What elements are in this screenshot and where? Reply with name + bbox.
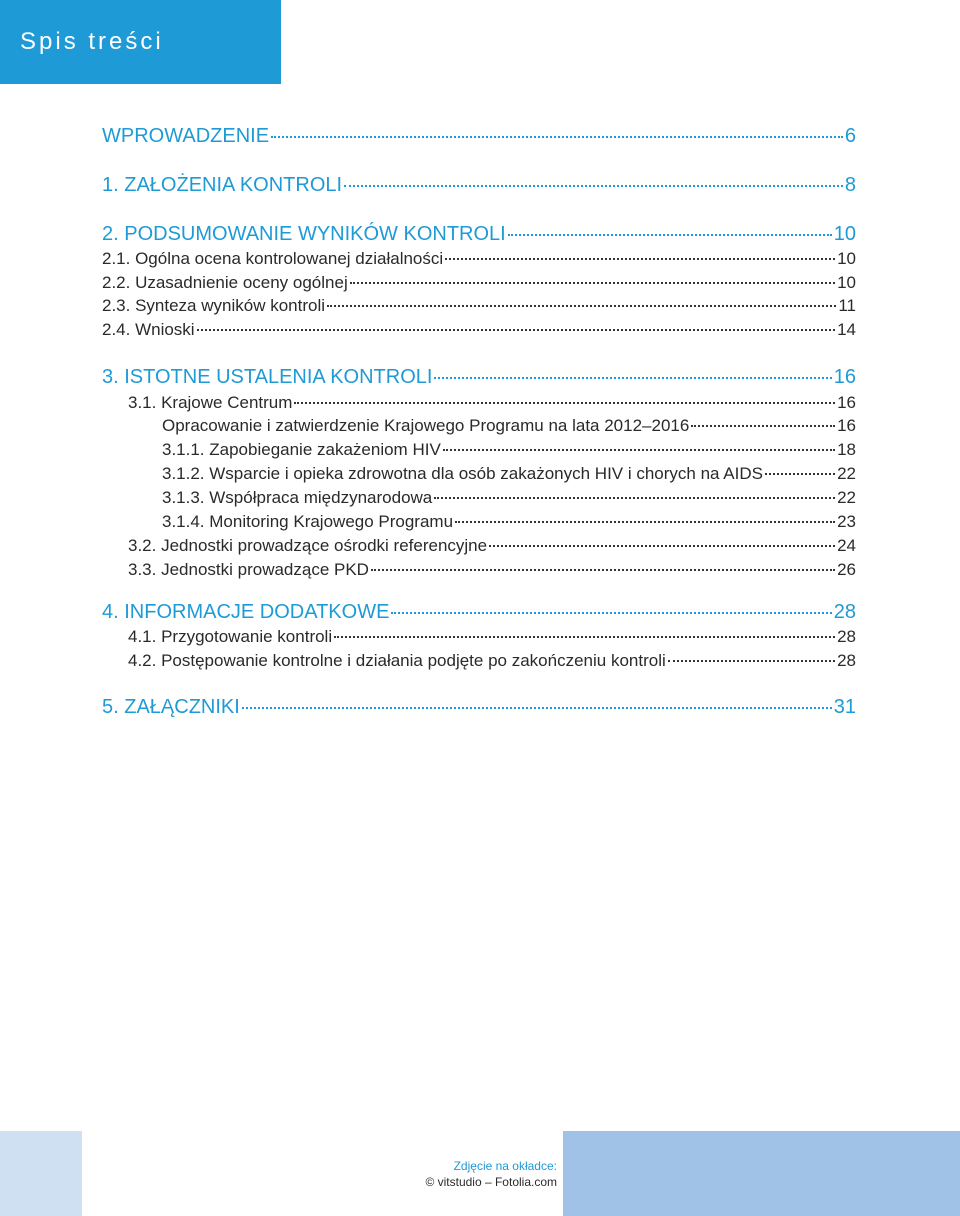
toc-page-number: 6 (844, 125, 856, 147)
toc-entry[interactable] (162, 488, 856, 508)
toc-page-number: 10 (837, 273, 856, 292)
toc-entry[interactable] (162, 440, 856, 460)
toc-entry[interactable] (102, 320, 856, 340)
toc-leader-dots (344, 185, 843, 187)
toc-page-number: 18 (837, 440, 856, 459)
toc-entry[interactable] (102, 296, 856, 316)
toc-leader-dots (391, 612, 831, 614)
toc-leader-dots (445, 258, 835, 260)
toc-page-number: 24 (837, 536, 856, 555)
toc-page-number: 16 (837, 393, 856, 412)
toc-entry-label: 1. ZAŁOŻENIA KONTROLI (102, 174, 343, 196)
toc-entry-label: 4.2. Postępowanie kontrolne i działania podjęte po zakończeniu kontroli (128, 651, 666, 670)
toc-page-number: 26 (837, 560, 856, 579)
toc-entry[interactable] (128, 651, 856, 671)
toc-entry-label: 3.3. Jednostki prowadzące PKD (128, 560, 369, 579)
toc-entry-label: 3.2. Jednostki prowadzące ośrodki referencyjne (128, 536, 488, 555)
toc-leader-dots (691, 425, 835, 427)
toc-entry[interactable] (102, 174, 856, 197)
toc-page-number: 8 (844, 174, 856, 196)
toc-leader-dots (294, 402, 835, 404)
toc-entry-label: 2.2. Uzasadnienie oceny ogólnej (102, 273, 348, 292)
toc-leader-dots (443, 449, 835, 451)
toc-entry-label: 3.1. Krajowe Centrum (128, 393, 293, 412)
toc-page-number: 22 (837, 464, 856, 483)
toc-entry[interactable] (102, 696, 856, 719)
toc-entry[interactable] (102, 249, 856, 269)
toc-page-number: 22 (837, 488, 856, 507)
toc-entry[interactable] (128, 393, 856, 413)
footer-accent-left (0, 1131, 82, 1216)
toc-leader-dots (371, 569, 835, 571)
toc-entry-label: Opracowanie i zatwierdzenie Krajowego Programu na lata 2012–2016 (162, 416, 690, 435)
toc-entry[interactable] (128, 536, 856, 556)
toc-entry[interactable] (162, 464, 856, 484)
footer-accent-right (563, 1131, 960, 1216)
toc-entry-label: 2.4. Wnioski (102, 320, 195, 339)
toc-page-number: 16 (833, 366, 856, 388)
toc-entry-label: 3.1.2. Wsparcie i opieka zdrowotna dla osób zakażonych HIV i chorych na AIDS (162, 464, 763, 483)
toc-page-number: 28 (837, 651, 856, 670)
toc-entry[interactable] (102, 223, 856, 246)
page-title: Spis treści (20, 28, 164, 55)
toc-leader-dots (489, 545, 835, 547)
toc-entry-label: 4. INFORMACJE DODATKOWE (102, 601, 390, 623)
toc-entry[interactable] (102, 366, 856, 389)
toc-entry[interactable] (162, 416, 856, 436)
photo-credit-title: Zdjęcie na okładce: (453, 1159, 557, 1173)
toc-entry[interactable] (102, 601, 856, 624)
toc-entry-label: 2.1. Ogólna ocena kontrolowanej działalności (102, 249, 444, 268)
toc-leader-dots (434, 497, 835, 499)
toc-leader-dots (434, 377, 831, 379)
toc-page-number: 14 (837, 320, 856, 339)
toc-entry-label: 2. PODSUMOWANIE WYNIKÓW KONTROLI (102, 223, 506, 245)
toc-entry[interactable] (162, 512, 856, 532)
toc-leader-dots (455, 521, 835, 523)
toc-page-number: 31 (833, 696, 856, 718)
toc-entry-label: 3. ISTOTNE USTALENIA KONTROLI (102, 366, 433, 388)
toc-leader-dots (668, 660, 835, 662)
toc-entry[interactable] (102, 273, 856, 293)
toc-leader-dots (271, 136, 843, 138)
toc-leader-dots (197, 329, 835, 331)
toc-entry-label: 4.1. Przygotowanie kontroli (128, 627, 333, 646)
toc-page-number: 23 (837, 512, 856, 531)
toc-page-number: 16 (837, 416, 856, 435)
toc-leader-dots (327, 305, 836, 307)
toc-leader-dots (765, 473, 835, 475)
toc-page-number: 28 (837, 627, 856, 646)
toc-leader-dots (242, 707, 832, 709)
toc-page-number: 11 (838, 296, 856, 315)
toc-entry-label: 3.1.1. Zapobieganie zakażeniom HIV (162, 440, 441, 459)
toc-entry[interactable] (102, 125, 856, 148)
toc-entry-label: 5. ZAŁĄCZNIKI (102, 696, 240, 718)
toc-page-number: 10 (837, 249, 856, 268)
toc-leader-dots (350, 282, 835, 284)
toc-entry[interactable] (128, 627, 856, 647)
toc-leader-dots (334, 636, 835, 638)
toc-entry-label: 3.1.4. Monitoring Krajowego Programu (162, 512, 454, 531)
toc-entry-label: WPROWADZENIE (102, 125, 270, 147)
toc-entry[interactable] (128, 560, 856, 580)
toc-leader-dots (508, 234, 832, 236)
photo-credit-text: © vitstudio – Fotolia.com (425, 1175, 557, 1189)
toc-page-number: 10 (833, 223, 856, 245)
toc-entry-label: 3.1.3. Współpraca międzynarodowa (162, 488, 433, 507)
toc-entry-label: 2.3. Synteza wyników kontroli (102, 296, 325, 315)
toc-page-number: 28 (833, 601, 856, 623)
